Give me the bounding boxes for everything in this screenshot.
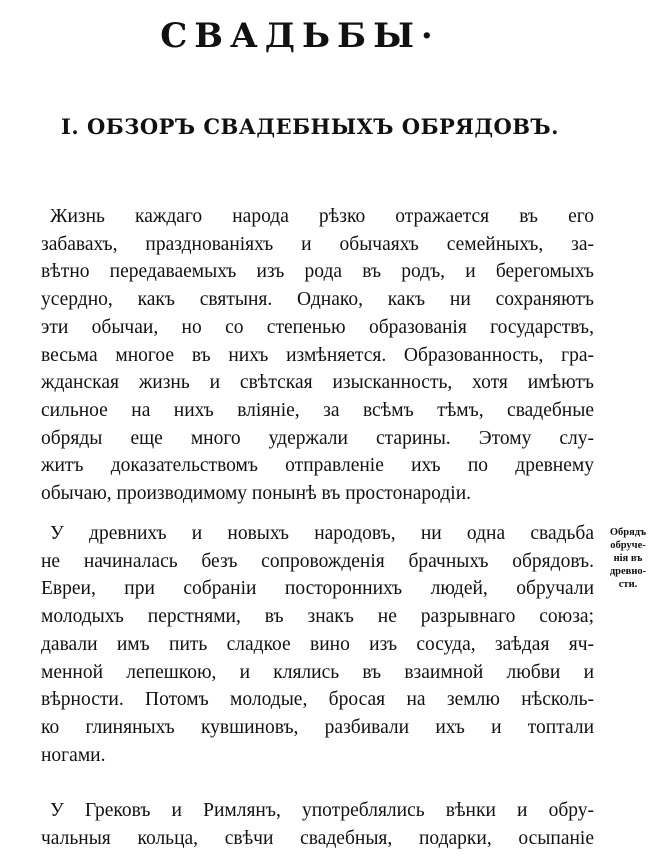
text-line: Евреи, при собраніи постороннихъ людей, обручали	[41, 578, 594, 600]
paragraph-1	[41, 203, 594, 508]
text-line: ко глиняныхъ кувшиновъ, разбивали ихъ и топтали	[41, 716, 594, 738]
text-line: Жизнь каждаго народа рѣзко отражается въ его	[50, 206, 594, 227]
text-line: ногами.	[41, 744, 106, 766]
margin-note-line: нія въ	[613, 553, 643, 564]
text-line: чальныя кольца, свѣчи свадебныя, подарки, осыпаніе	[41, 827, 594, 849]
page-title: СВАДЬБЫ·	[160, 16, 440, 56]
text-line: У Грековъ и Римлянъ, употреблялись вѣнки и обру-	[50, 800, 594, 821]
paragraph-3	[41, 797, 594, 852]
text-line: сильное на нихъ вліяніе, за всѣмъ тѣмъ, свадебные	[41, 399, 594, 421]
paragraph-2	[41, 520, 594, 769]
margin-note-line: Обрядъ	[609, 527, 647, 538]
text-line: жданская жизнь и свѣтская изысканность, хотя имѣютъ	[41, 372, 594, 394]
text-line: обычаю, производимому понынѣ въ простонародіи.	[41, 483, 471, 505]
section-heading: I. ОБЗОРЪ СВАДЕБНЫХЪ ОБРЯДОВЪ.	[61, 114, 559, 139]
text-line: забавахъ, празднованіяхъ и обычаяхъ семейныхъ, за-	[41, 233, 594, 255]
margin-note	[600, 526, 656, 591]
margin-note-line: сти.	[618, 579, 638, 590]
margin-note-line: обруче-	[610, 540, 646, 551]
text-line: обряды еще много удержали старины. Этому слу-	[41, 427, 594, 449]
text-line: У древнихъ и новыхъ народовъ, ни одна свадьба	[50, 523, 594, 544]
text-line: давали имъ пить сладкое вино изъ сосуда, заѣдая яч-	[41, 633, 594, 655]
text-line: вѣрности. Потомъ молодые, бросая на землю нѣсколь-	[41, 689, 594, 711]
text-line: весьма многое въ нихъ измѣняется. Образованность, гра-	[41, 344, 594, 366]
margin-note-line: древно-	[609, 566, 647, 577]
text-line: усердно, какъ святыня. Однако, какъ ни сохраняютъ	[41, 289, 594, 311]
text-line: житъ доказательствомъ отправленіе ихъ по древнему	[41, 455, 594, 477]
text-line: эти обычаи, но со степенью образованія государствъ,	[41, 316, 594, 338]
text-line: не начиналась безъ сопровожденія брачныхъ обрядовъ.	[41, 550, 594, 572]
text-line: вѣтно передаваемыхъ изъ рода въ родъ, и берегомыхъ	[41, 261, 594, 283]
text-line: менной лепешкою, и клялись въ взаимной любви и	[41, 661, 594, 683]
text-line: молодыхъ перстнями, въ знакъ не разрывнаго союза;	[41, 606, 594, 628]
